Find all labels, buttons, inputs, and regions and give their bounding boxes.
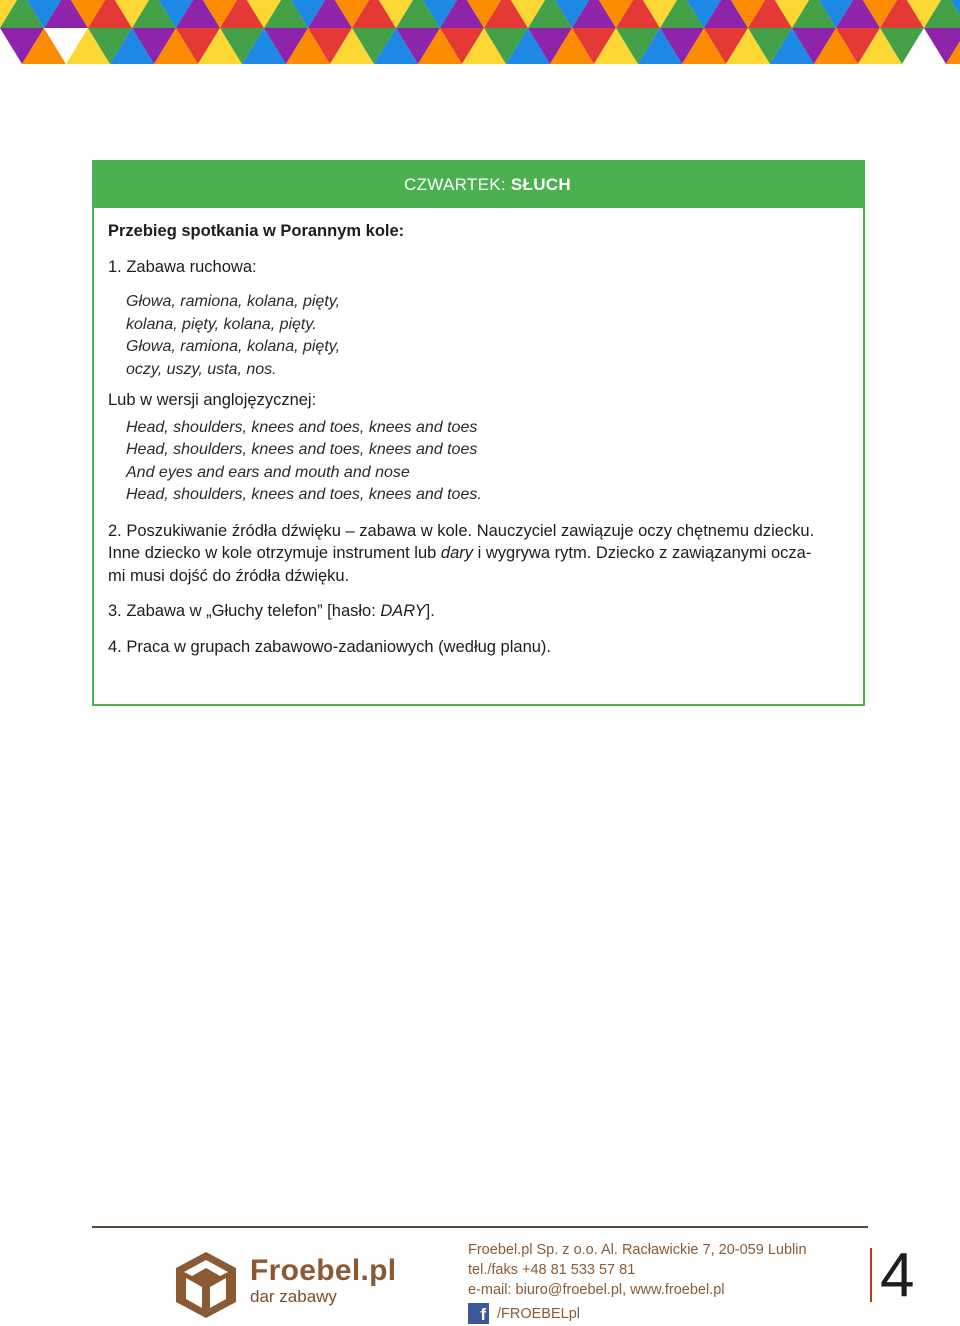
item-2-line: 2. Poszukiwanie źródła dźwięku – zabawa w kole. Nauczyciel zawiązuje oczy chętnemu dziecku. [108, 521, 815, 540]
rhyme-line: Głowa, ramiona, kolana, pięty, [126, 293, 341, 310]
content-card [92, 160, 865, 706]
english-intro: Lub w wersji anglojęzycznej: [108, 391, 317, 409]
page-number: 4 [880, 1241, 915, 1310]
email[interactable]: e-mail: biuro@froebel.pl, www.froebel.pl [468, 1282, 725, 1298]
contact-block [468, 1240, 807, 1324]
item-1-label: 1. Zabawa ruchowa: [108, 257, 257, 276]
facebook-row[interactable] [468, 1303, 807, 1324]
logo-wordmark [250, 1254, 396, 1306]
phone: tel./faks +48 81 533 57 81 [468, 1262, 636, 1278]
rhyme-line: Head, shoulders, knees and toes, knees and toes. [126, 486, 482, 503]
facebook-handle[interactable]: /FROEBELpl [497, 1305, 580, 1322]
day-topic: SŁUCH [510, 175, 571, 194]
logo-tagline: dar zabawy [250, 1287, 337, 1306]
item-3: 3. Zabawa w „Głuchy telefon” [hasło: DARY]. [108, 602, 435, 620]
card-header [94, 162, 863, 208]
logo-name: Froebel.pl [250, 1254, 397, 1287]
item-4: 4. Praca w grupach zabawowo-zadaniowych (według planu). [108, 637, 551, 656]
rhyme-line: Head, shoulders, knees and toes, knees and toes [126, 441, 478, 458]
footer-divider [92, 1226, 868, 1228]
polish-rhyme [108, 291, 863, 381]
item-2 [108, 520, 863, 588]
facebook-icon[interactable]: f [468, 1303, 489, 1324]
intro-heading: Przebieg spotkania w Porannym kole: [108, 222, 405, 240]
item-2-line: mi musi dojść do źródła dźwięku. [108, 566, 350, 585]
triangle-banner [0, 0, 960, 80]
card-body [94, 208, 863, 658]
english-rhyme [108, 417, 863, 507]
item-2-line: Inne dziecko w kole otrzymuje instrument lub dary i wygrywa rytm. Dziecko z zawiązanymi ocza- [108, 544, 812, 562]
rhyme-line: And eyes and ears and mouth and nose [126, 463, 410, 481]
rhyme-line: kolana, pięty, kolana, pięty. [126, 315, 317, 333]
rhyme-line: Head, shoulders, knees and toes, knees and toes [126, 418, 478, 436]
day-title: CZWARTEK: SŁUCH [404, 175, 571, 194]
rhyme-line: Głowa, ramiona, kolana, pięty, [126, 338, 341, 355]
page-number-separator [870, 1248, 872, 1302]
rhyme-line: oczy, uszy, usta, nos. [126, 360, 277, 378]
address: Froebel.pl Sp. z o.o. Al. Racławickie 7, 20-059 Lublin [468, 1242, 807, 1258]
